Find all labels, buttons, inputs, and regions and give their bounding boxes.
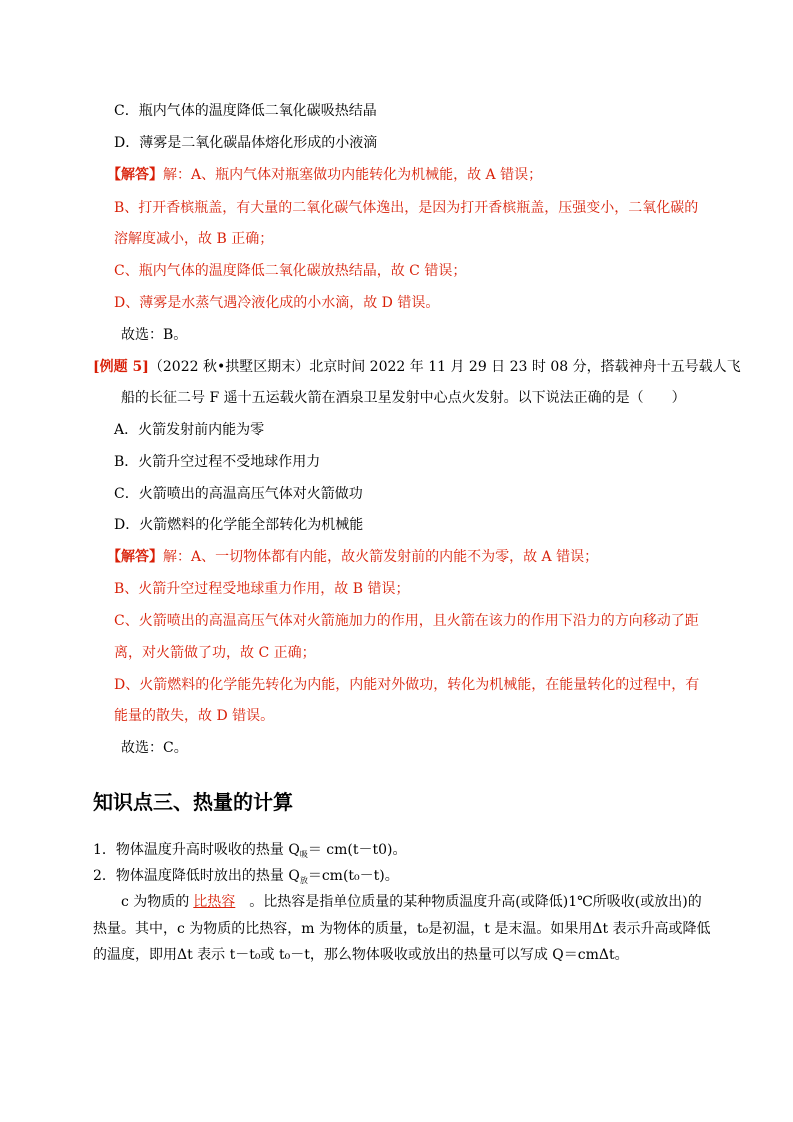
q5-choice: 故选：C。 (121, 740, 188, 756)
q4-option-d: D．薄雾是二氧化碳晶体熔化形成的小液滴 (114, 135, 378, 151)
formula-1-prefix: 1．物体温度升高时吸收的热量 Q (93, 842, 300, 858)
q5-answer-line-1 (107, 547, 598, 567)
q5-option-c: C．火箭喷出的高温高压气体对火箭做功 (114, 486, 363, 502)
q4-answer-line-4: C、瓶内气体的温度降低二氧化碳放热结晶，故 C 错误； (114, 263, 467, 279)
q4-answer-line-5: D、薄雾是水蒸气遇冷液化成的小水滴，故 D 错误。 (114, 295, 440, 311)
q5-stem-line-2: 船的长征二号 F 遥十五运载火箭在酒泉卫星发射中心点火发射。以下说法正确的是（ ） (121, 390, 686, 406)
q4-answer-line-1 (107, 165, 542, 185)
q5-answer-line-4: 离，对火箭做了功，故 C 正确； (114, 645, 316, 661)
formula-item-2 (93, 866, 399, 891)
formula-2-suffix: ＝cm(t₀－t)。 (307, 868, 399, 884)
q4-answer-line-2: B、打开香槟瓶盖，有大量的二氧化碳气体逸出，是因为打开香槟瓶盖，压强变小，二氧化碳的 (114, 200, 699, 216)
paragraph-line-1 (121, 892, 702, 912)
formula-2-subscript: 放 (299, 876, 308, 885)
q5-option-a: A．火箭发射前内能为零 (114, 422, 265, 438)
q4-choice: 故选：B。 (121, 327, 188, 343)
q5-answer-line-2: B、火箭升空过程受地球重力作用，故 B 错误； (114, 581, 410, 597)
q5-answer-text-1: 解：A、一切物体都有内能，故火箭发射前的内能不为零，故 A 错误； (163, 549, 599, 565)
paragraph-part-2: 。比热容是指单位质量的某种物质温度升高(或降低)1℃所吸收(或放出)的 (249, 894, 702, 910)
formula-1-subscript: 吸 (299, 850, 308, 859)
q5-option-d: D．火箭燃料的化学能全部转化为机械能 (114, 517, 364, 533)
section-heading: 知识点三、热量的计算 (93, 790, 293, 814)
q5-option-b: B．火箭升空过程不受地球作用力 (114, 454, 321, 470)
q5-answer-line-6: 能量的散失，故 D 错误。 (114, 708, 275, 724)
formula-2-prefix: 2．物体温度降低时放出的热量 Q (93, 868, 300, 884)
formula-item-1 (93, 840, 407, 865)
q4-answer-text-1: 解：A、瓶内气体对瓶塞做功内能转化为机械能，故 A 错误； (163, 167, 543, 183)
q5-stem-text-1: （2022 秋•拱墅区期末）北京时间 2022 年 11 月 29 日 23 时 08 分，搭载神舟十五号载人飞 (148, 359, 741, 375)
q4-option-c: C．瓶内气体的温度降低二氧化碳吸热结晶 (114, 103, 377, 119)
paragraph-part-1: c 为物质的 (121, 894, 190, 910)
q5-label: [例题 5] (93, 359, 149, 375)
q4-answer-label: 【解答】 (107, 167, 163, 183)
q5-answer-label: 【解答】 (107, 549, 163, 565)
q5-answer-line-5: D、火箭燃料的化学能先转化为内能，内能对外做功，转化为机械能，在能量转化的过程中，有 (114, 677, 700, 693)
formula-1-suffix: ＝ cm(t－t0)。 (307, 842, 407, 858)
paragraph-line-3: 的温度，即用Δt 表示 t－t₀或 t₀－t，那么物体吸收或放出的热量可以写成 Q＝cmΔt。 (93, 947, 629, 963)
paragraph-line-2: 热量。其中，c 为物质的比热容，m 为物体的质量，t₀是初温，t 是末温。如果用Δt 表示升高或降低 (93, 921, 711, 937)
q4-answer-line-3: 溶解度减小，故 B 正确； (114, 231, 274, 247)
q5-answer-line-3: C、火箭喷出的高温高压气体对火箭施加力的作用，且火箭在该力的作用下沿力的方向移动了距 (114, 613, 699, 629)
q5-stem-line-1 (93, 357, 741, 377)
specific-heat-term: 比热容 (193, 894, 236, 910)
